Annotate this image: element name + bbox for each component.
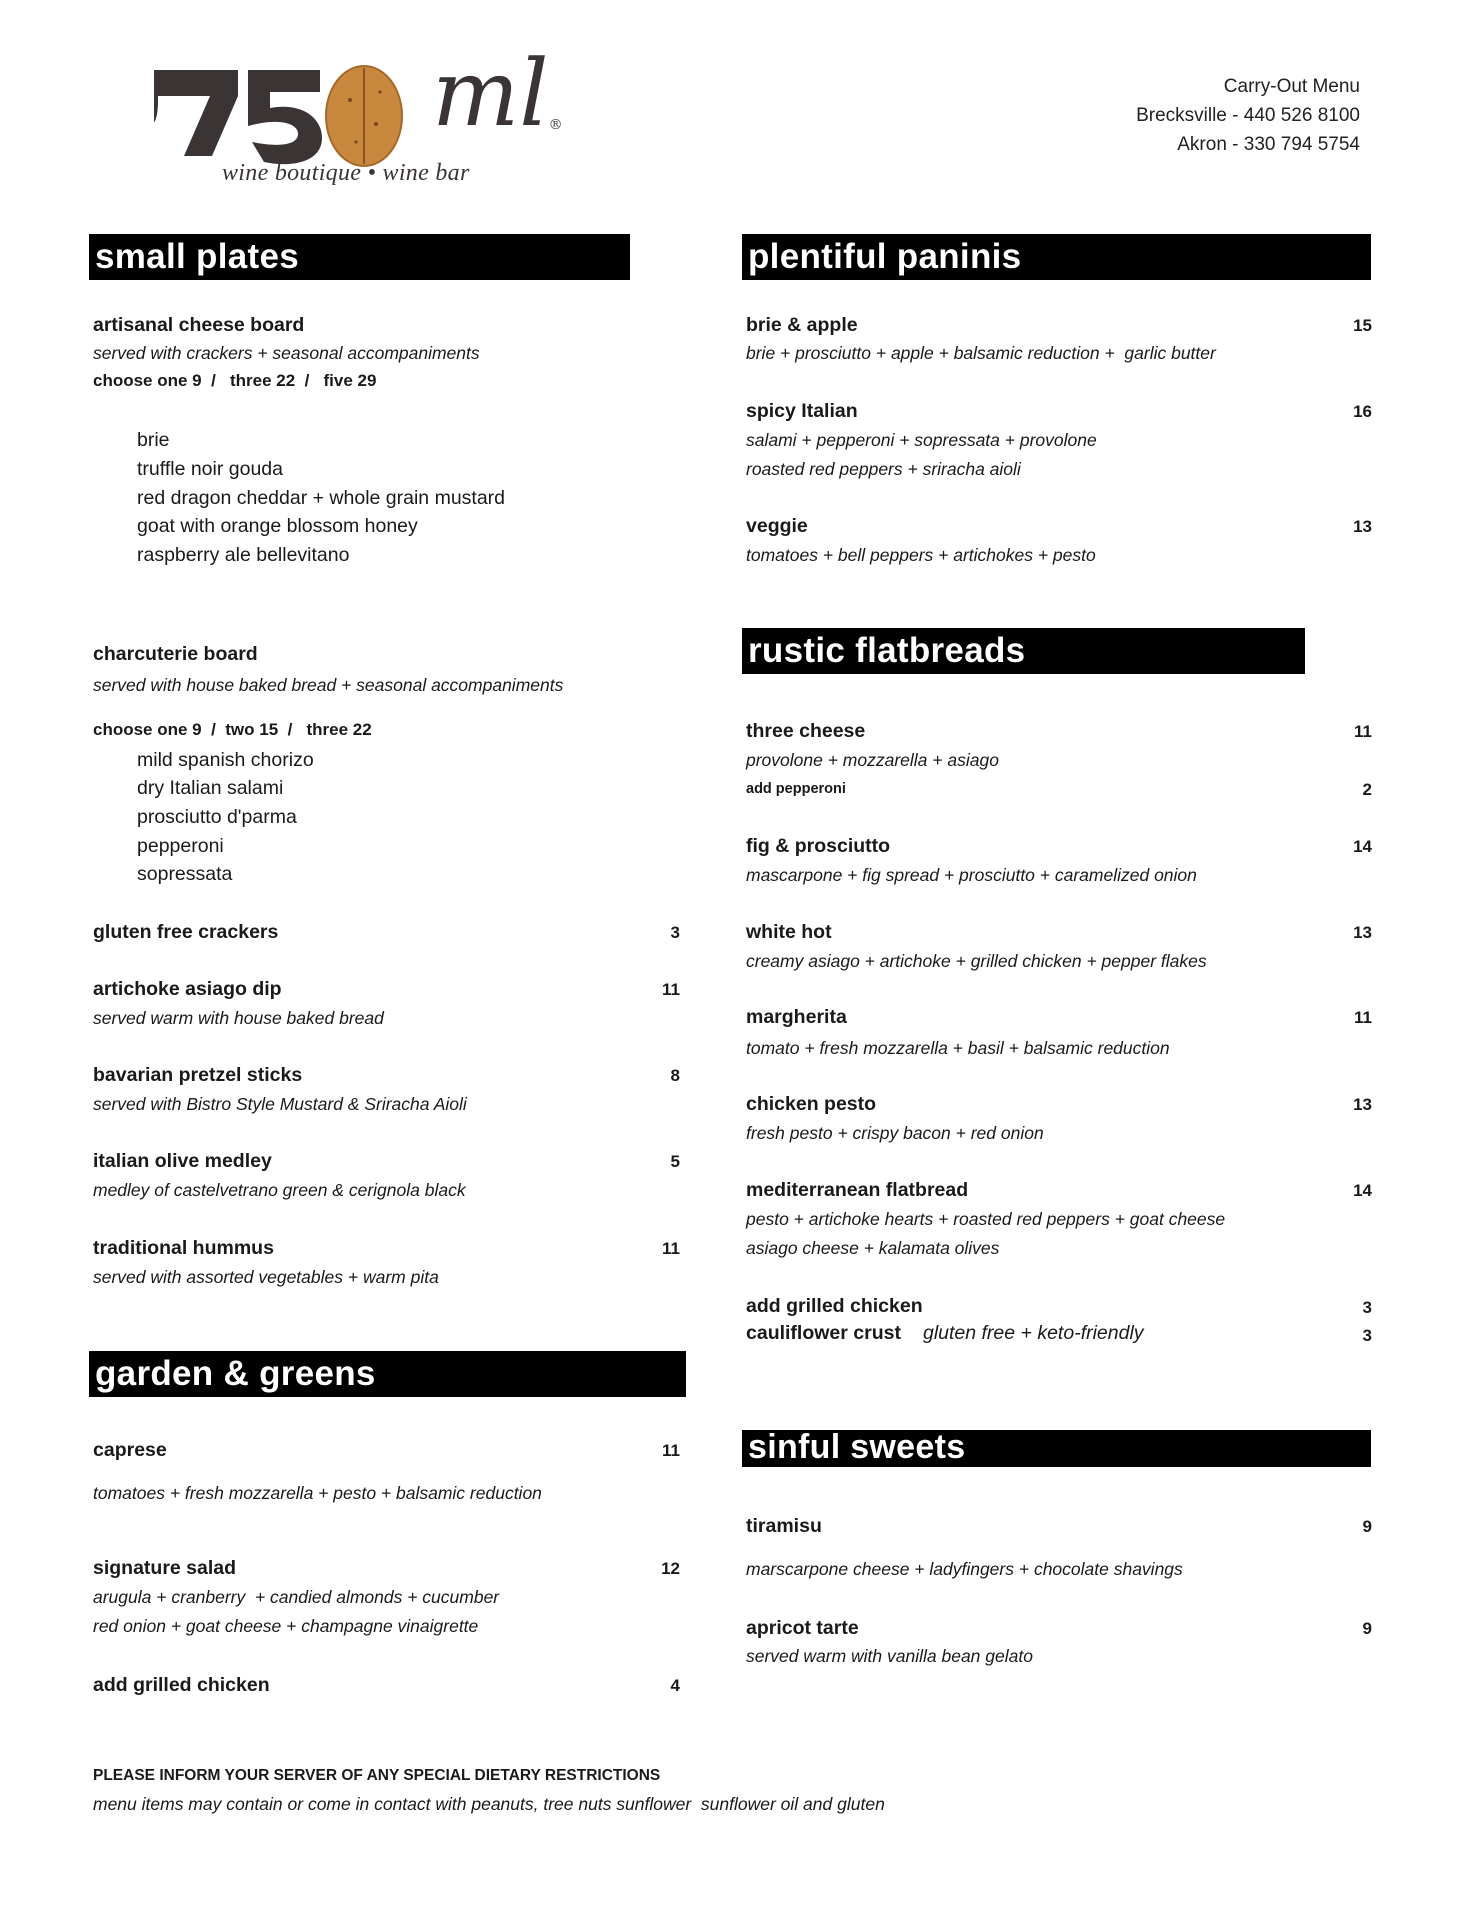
logo-digit-7 bbox=[154, 70, 238, 156]
menu-item-name: traditional hummus bbox=[93, 1237, 274, 1259]
charcuterie-item: prosciutto d'parma bbox=[137, 806, 297, 828]
menu-item-name: tiramisu bbox=[746, 1515, 822, 1537]
menu-item-price: 13 bbox=[1353, 1095, 1372, 1114]
phone-brecksville: Brecksville - 440 526 8100 bbox=[1136, 105, 1360, 126]
menu-item-desc: served with Bistro Style Mustard & Sriracha Aioli bbox=[93, 1094, 467, 1114]
cheese-item: goat with orange blossom honey bbox=[137, 515, 418, 537]
menu-item-name: artichoke asiago dip bbox=[93, 978, 282, 1000]
menu-item-name: caprese bbox=[93, 1439, 167, 1461]
menu-item-name: spicy Italian bbox=[746, 400, 858, 422]
menu-item-price: 13 bbox=[1353, 923, 1372, 942]
menu-item-desc: marscarpone cheese + ladyfingers + chocolate shavings bbox=[746, 1559, 1183, 1579]
logo-ml: ml® bbox=[432, 40, 563, 147]
menu-item-price: 14 bbox=[1353, 1181, 1372, 1200]
menu-title: Carry-Out Menu bbox=[1223, 76, 1360, 97]
menu-item-price: 15 bbox=[1353, 316, 1372, 335]
menu-item-desc: roasted red peppers + sriracha aioli bbox=[746, 459, 1021, 479]
menu-item-desc: medley of castelvetrano green & cerignola black bbox=[93, 1180, 466, 1200]
allergen-notice: menu items may contain or come in contact with peanuts, tree nuts sunflower sunflower oil and gluten bbox=[93, 1794, 885, 1814]
logo-tagline: wine boutique • wine bar bbox=[222, 160, 470, 186]
menu-item-name: three cheese bbox=[746, 720, 866, 742]
menu-item-price: 4 bbox=[670, 1676, 680, 1695]
menu-item-desc: served warm with house baked bread bbox=[93, 1008, 384, 1028]
menu-item-desc: fresh pesto + crispy bacon + red onion bbox=[746, 1123, 1044, 1143]
menu-item-name: brie & apple bbox=[746, 314, 858, 336]
menu-item-price: 9 bbox=[1362, 1517, 1372, 1536]
menu-item-desc: brie + prosciutto + apple + balsamic reduction + garlic butter bbox=[746, 343, 1216, 363]
section-sweets: sinful sweets bbox=[742, 1430, 1371, 1467]
menu-item-price: 16 bbox=[1353, 402, 1372, 421]
menu-item-price: 3 bbox=[670, 923, 680, 942]
charcuterie-item: mild spanish chorizo bbox=[137, 749, 314, 771]
cheese-item: truffle noir gouda bbox=[137, 458, 283, 480]
menu-item-name: add grilled chicken bbox=[93, 1674, 270, 1696]
section-flatbreads: rustic flatbreads bbox=[742, 628, 1305, 674]
crust-note: gluten free + keto-friendly bbox=[922, 1322, 1144, 1344]
menu-item-desc: pesto + artichoke hearts + roasted red peppers + goat cheese bbox=[746, 1209, 1226, 1229]
menu-item-name: mediterranean flatbread bbox=[746, 1179, 969, 1201]
menu-item-name: apricot tarte bbox=[746, 1617, 859, 1639]
menu-item-desc: asiago cheese + kalamata olives bbox=[746, 1238, 1000, 1258]
menu-item-price: 11 bbox=[662, 980, 680, 999]
charcuterie-item: pepperoni bbox=[137, 835, 224, 857]
charcuterie-name: charcuterie board bbox=[93, 643, 258, 665]
menu-item-desc: tomato + fresh mozzarella + basil + balsamic reduction bbox=[746, 1038, 1170, 1058]
cheese-board-pricing: choose one 9 / three 22 / five 29 bbox=[93, 371, 377, 390]
menu-item-name: white hot bbox=[746, 921, 832, 943]
menu-item-price: 11 bbox=[662, 1239, 680, 1258]
menu-item-desc: tomatoes + bell peppers + artichokes + pesto bbox=[746, 545, 1096, 565]
menu-item-price: 9 bbox=[1362, 1619, 1372, 1638]
dietary-notice: PLEASE INFORM YOUR SERVER OF ANY SPECIAL DIETARY RESTRICTIONS bbox=[93, 1767, 661, 1784]
menu-item-desc: served with assorted vegetables + warm pita bbox=[93, 1267, 439, 1287]
menu-item-name: gluten free crackers bbox=[93, 921, 279, 943]
section-garden-greens: garden & greens bbox=[89, 1351, 686, 1397]
menu-item-desc: mascarpone + fig spread + prosciutto + caramelized onion bbox=[746, 865, 1197, 885]
menu-item-name: bavarian pretzel sticks bbox=[93, 1064, 303, 1086]
menu-item-desc: salami + pepperoni + sopressata + provolone bbox=[746, 430, 1097, 450]
charcuterie-item: sopressata bbox=[137, 863, 233, 885]
menu-item-price: 13 bbox=[1353, 517, 1372, 536]
crust-name: cauliflower crust bbox=[746, 1322, 901, 1344]
add-grilled-chicken: add grilled chicken bbox=[746, 1295, 923, 1317]
charcuterie-item: dry Italian salami bbox=[137, 777, 284, 799]
cheese-item: red dragon cheddar + whole grain mustard bbox=[137, 487, 506, 509]
charcuterie-desc: served with house baked bread + seasonal accompaniments bbox=[93, 675, 564, 695]
menu-item-desc: tomatoes + fresh mozzarella + pesto + balsamic reduction bbox=[93, 1483, 542, 1503]
menu-item-price: 8 bbox=[670, 1066, 680, 1085]
menu-item-name: signature salad bbox=[93, 1557, 237, 1579]
add-pepperoni-label: add pepperoni bbox=[746, 781, 846, 797]
menu-item-price: 11 bbox=[1354, 1008, 1372, 1027]
menu-item-desc: provolone + mozzarella + asiago bbox=[746, 750, 999, 770]
menu-item-price: 5 bbox=[670, 1152, 680, 1171]
header-info bbox=[1136, 72, 1360, 159]
menu-item-price: 2 bbox=[1362, 780, 1372, 799]
section-paninis: plentiful paninis bbox=[742, 234, 1371, 280]
menu-item-price: 11 bbox=[662, 1441, 680, 1460]
menu-item-name: fig & prosciutto bbox=[746, 835, 891, 857]
menu-item-name: margherita bbox=[746, 1006, 847, 1028]
menu-item-name: veggie bbox=[746, 515, 808, 537]
logo-digit-5 bbox=[248, 70, 322, 164]
menu-item-price: 12 bbox=[661, 1559, 680, 1578]
menu-item-desc: creamy asiago + artichoke + grilled chicken + pepper flakes bbox=[746, 951, 1207, 971]
menu-item-price: 3 bbox=[1362, 1326, 1372, 1345]
cheese-board-desc: served with crackers + seasonal accompaniments bbox=[93, 343, 480, 363]
menu-item-desc: served warm with vanilla bean gelato bbox=[746, 1646, 1033, 1666]
menu-item-name: chicken pesto bbox=[746, 1093, 877, 1115]
phone-akron: Akron - 330 794 5754 bbox=[1177, 134, 1360, 155]
menu-item-price: 14 bbox=[1353, 837, 1372, 856]
menu-item-price: 11 bbox=[1354, 722, 1372, 741]
charcuterie-pricing: choose one 9 / two 15 / three 22 bbox=[93, 720, 372, 739]
menu-item-price: 3 bbox=[1362, 1298, 1372, 1317]
menu-item-desc: red onion + goat cheese + champagne vinaigrette bbox=[93, 1616, 479, 1636]
section-small-plates: small plates bbox=[89, 234, 630, 280]
cheese-item: raspberry ale bellevitano bbox=[137, 544, 350, 566]
cauliflower-crust bbox=[746, 1322, 1144, 1345]
cheese-item: brie bbox=[137, 429, 170, 451]
menu-item-name: italian olive medley bbox=[93, 1150, 272, 1172]
menu-item-desc: arugula + cranberry + candied almonds + cucumber bbox=[93, 1587, 500, 1607]
cheese-board-name: artisanal cheese board bbox=[93, 314, 305, 336]
